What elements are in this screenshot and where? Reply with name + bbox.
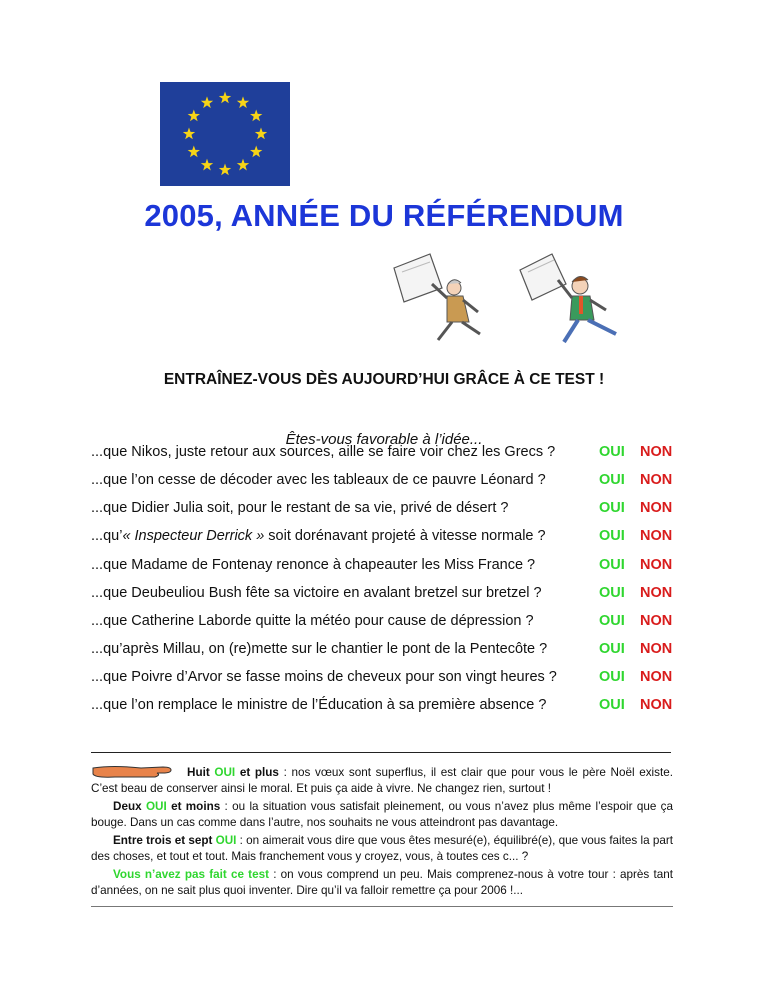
question-row xyxy=(91,500,691,522)
question-row xyxy=(91,613,691,635)
oui-label: OUI xyxy=(599,528,625,544)
non-label: NON xyxy=(640,697,673,713)
non-label: NON xyxy=(640,669,673,685)
question-row xyxy=(91,528,691,550)
question-row xyxy=(91,669,691,691)
question-text: ...que Didier Julia soit, pour le restant de sa vie, privé de désert ? xyxy=(91,500,509,516)
result-paragraph: Huit OUI et plus : nos vœux sont superflus, il est clair que pour vous le père Noël existe. C’est beau de conserver ainsi le moral. Et puis ça aide à vivre. Ne changez rien, surtout ! xyxy=(91,766,673,795)
non-label: NON xyxy=(640,613,673,629)
question-text: ...que Deubeuliou Bush fête sa victoire en avalant bretzel sur bretzel ? xyxy=(91,585,542,601)
pointing-hand-icon xyxy=(91,764,181,778)
results-section xyxy=(91,764,673,901)
oui-label: OUI xyxy=(599,697,625,713)
oui-label: OUI xyxy=(599,444,625,460)
result-paragraph: Entre trois et sept OUI : on aimerait vous dire que vous êtes mesuré(e), équilibré(e), que vous faites la part des choses, et tout et tout. Mais franchement vous y croyez, vous, à toutes ces c... ? xyxy=(91,834,673,863)
non-label: NON xyxy=(640,528,673,544)
paper-right-icon xyxy=(520,254,566,300)
question-text: ...que Nikos, juste retour aux sources, aille se faire voir chez les Grecs ? xyxy=(91,444,556,460)
question-text: ...qu’après Millau, on (re)mette sur le chantier le pont de la Pentecôte ? xyxy=(91,641,548,657)
question-text: ...que l’on cesse de décoder avec les tableaux de ce pauvre Léonard ? xyxy=(91,472,546,488)
oui-label: OUI xyxy=(599,557,625,573)
question-text: ...que Poivre d’Arvor se fasse moins de cheveux pour son vingt heures ? xyxy=(91,669,557,685)
paper-left-icon xyxy=(394,254,442,302)
eu-flag xyxy=(160,82,290,186)
oui-label: OUI xyxy=(599,472,625,488)
non-label: NON xyxy=(640,472,673,488)
question-text: ...que Catherine Laborde quitte la météo pour cause de dépression ? xyxy=(91,613,534,629)
result-paragraph: Vous n’avez pas fait ce test : on vous comprend un peu. Mais comprenez-nous à votre tour : après tant d’années, on ne sait plus quoi inventer. Dire qu’il va falloir remettre ça pour 2006 !... xyxy=(91,868,673,897)
oui-label: OUI xyxy=(599,641,625,657)
non-label: NON xyxy=(640,557,673,573)
runner-man-icon xyxy=(558,276,616,342)
question-text: ...que Madame de Fontenay renonce à chapeauter les Miss France ? xyxy=(91,557,536,573)
runners-illustration xyxy=(392,250,642,350)
question-row xyxy=(91,641,691,663)
subtitle: ENTRAÎNEZ-VOUS DÈS AUJOURD’HUI GRÂCE À CE TEST ! xyxy=(163,371,605,388)
question-text: ...qu’« Inspecteur Derrick » soit dorénavant projeté à vitesse normale ? xyxy=(91,528,546,544)
divider xyxy=(91,752,671,753)
question-text: ...que l’on remplace le ministre de l’Éducation à sa première absence ? xyxy=(91,697,547,713)
question-row xyxy=(91,557,691,579)
question-row xyxy=(91,444,691,466)
non-label: NON xyxy=(640,500,673,516)
oui-label: OUI xyxy=(599,585,625,601)
oui-label: OUI xyxy=(599,613,625,629)
bottom-divider xyxy=(91,906,673,907)
non-label: NON xyxy=(640,641,673,657)
intro-text: Êtes-vous favorable à l’idée... xyxy=(285,431,483,448)
oui-label: OUI xyxy=(599,669,625,685)
question-row xyxy=(91,697,691,719)
page-title: 2005, ANNÉE DU RÉFÉRENDUM xyxy=(144,198,624,233)
runner-woman-icon xyxy=(432,280,480,340)
non-label: NON xyxy=(640,444,673,460)
question-row xyxy=(91,585,691,607)
non-label: NON xyxy=(640,585,673,601)
question-row xyxy=(91,472,691,494)
result-paragraph: Deux OUI et moins : ou la situation vous satisfait pleinement, ou vous n’avez plus même l’espoir que ça bouge. Dans un cas comme dans l’autre, nos souhaits ne vous atteindront pas davantage. xyxy=(91,800,674,829)
oui-label: OUI xyxy=(599,500,625,516)
